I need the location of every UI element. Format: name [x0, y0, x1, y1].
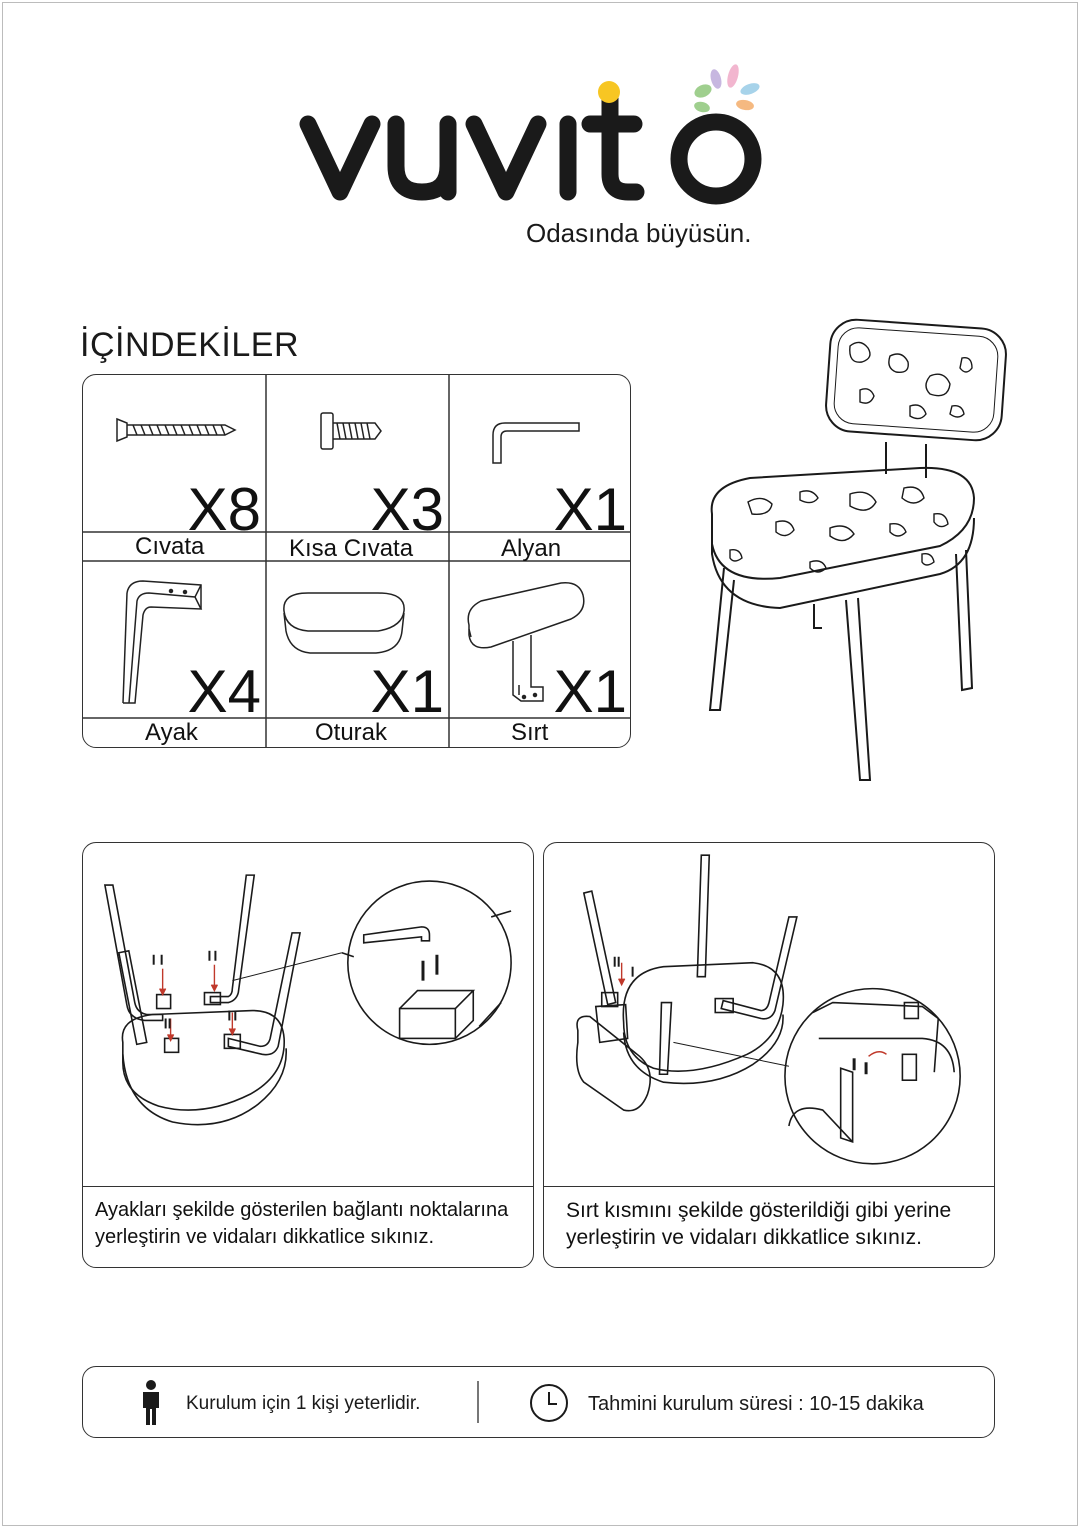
step-1-instruction: Ayakları şekilde gösterilen bağlantı noktalarına yerleştirin ve vidaları dikkatlice sıkınız. — [95, 1199, 509, 1248]
part-label-allen-key: Alyan — [501, 535, 562, 562]
people-required-text: Kurulum için 1 kişi yeterlidir. — [186, 1393, 421, 1414]
clock-icon — [529, 1383, 569, 1423]
step-2-instruction: Sırt kısmını şekilde gösterildiği gibi yerine yerleştirin ve vidaları dikkatlice sıkınız. — [566, 1199, 952, 1249]
assembly-step-1 — [82, 842, 534, 1268]
part-label-leg: Ayak — [145, 719, 198, 746]
screw-icon — [113, 413, 238, 445]
footer-divider — [477, 1381, 479, 1423]
brand-tagline: Odasında büyüsün. — [526, 218, 752, 248]
part-count-leg: X4 — [187, 658, 261, 725]
assembly-time-text: Tahmini kurulum süresi : 10-15 dakika — [588, 1393, 924, 1415]
parts-table — [82, 374, 631, 748]
part-count-screw: X8 — [187, 476, 261, 543]
contents-title: İÇİNDEKİLER — [80, 326, 299, 364]
part-count-seat: X1 — [370, 658, 444, 725]
vuvito-logo — [298, 62, 788, 212]
part-label-seat: Oturak — [315, 719, 388, 746]
allen-key-icon — [487, 415, 583, 471]
person-icon — [139, 1379, 163, 1427]
part-count-short-bolt: X3 — [370, 476, 444, 543]
part-label-backrest: Sırt — [511, 719, 549, 746]
part-label-short-bolt: Kısa Cıvata — [289, 535, 414, 562]
part-count-backrest: X1 — [553, 658, 627, 725]
part-label-screw: Cıvata — [135, 533, 205, 560]
part-count-allen-key: X1 — [553, 476, 627, 543]
short-bolt-icon — [317, 409, 385, 453]
assembly-info-footer — [82, 1366, 995, 1438]
seat-cushion-icon — [278, 583, 410, 663]
step-2-illustration — [544, 843, 994, 1187]
assembled-chair-illustration — [690, 318, 1020, 788]
step-1-illustration — [83, 843, 533, 1187]
assembly-step-2 — [543, 842, 995, 1268]
